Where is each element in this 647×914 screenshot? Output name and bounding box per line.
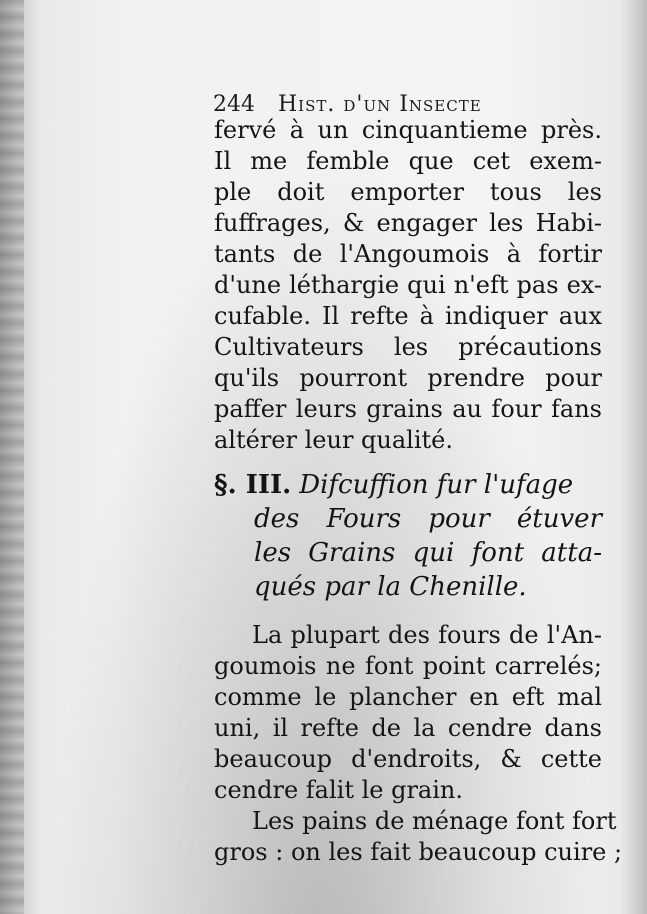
section-mark: §. III. [214, 470, 292, 500]
text-line: paffer leurs grains au four fans [214, 395, 602, 423]
heading-line [214, 468, 602, 502]
paragraph-2-and-3 [214, 620, 623, 868]
text-line: cufable. Il refte à indiquer aux [214, 302, 602, 330]
running-head: Hist. d'un Insecte [278, 92, 482, 117]
heading-line: les Grains qui font atta- [254, 538, 602, 568]
text-line: gros : on les fait beaucoup cuire ; [214, 838, 623, 866]
paragraph-1 [214, 115, 602, 456]
heading-text: Difcuffion fur l'ufage [299, 470, 574, 500]
text-line: comme le plancher en eft mal [214, 683, 602, 711]
text-line: Il me femble que cet exem- [214, 147, 602, 175]
text-line: fuffrages, & engager les Habi- [214, 209, 602, 237]
text-line: d'une léthargie qui n'eft pas ex- [214, 271, 602, 299]
text-line: tants de l'Angoumois à fortir [214, 240, 602, 268]
text-line: ple doit emporter tous les [214, 178, 602, 206]
page-gutter [0, 0, 24, 914]
heading-line: des Fours pour étuver [254, 504, 602, 534]
heading-line: qués par la Chenille. [254, 572, 527, 602]
text-line: Cultivateurs les précautions [214, 333, 602, 361]
section-heading [214, 468, 602, 604]
text-line: La plupart des fours de l'An- [252, 621, 602, 649]
text-line: cendre falit le grain. [214, 776, 463, 804]
text-line: beaucoup d'endroits, & cette [214, 745, 602, 773]
text-line: fervé à un cinquantieme près. [214, 116, 602, 144]
text-line: altérer leur qualité. [214, 426, 454, 454]
page-number: 244 [213, 92, 255, 117]
text-line: uni, il refte de la cendre dans [214, 714, 602, 742]
text-line: qu'ils pourront prendre pour [214, 364, 602, 392]
text-line: Les pains de ménage font fort [252, 807, 617, 835]
text-line: goumois ne font point carrelés; [214, 652, 602, 680]
